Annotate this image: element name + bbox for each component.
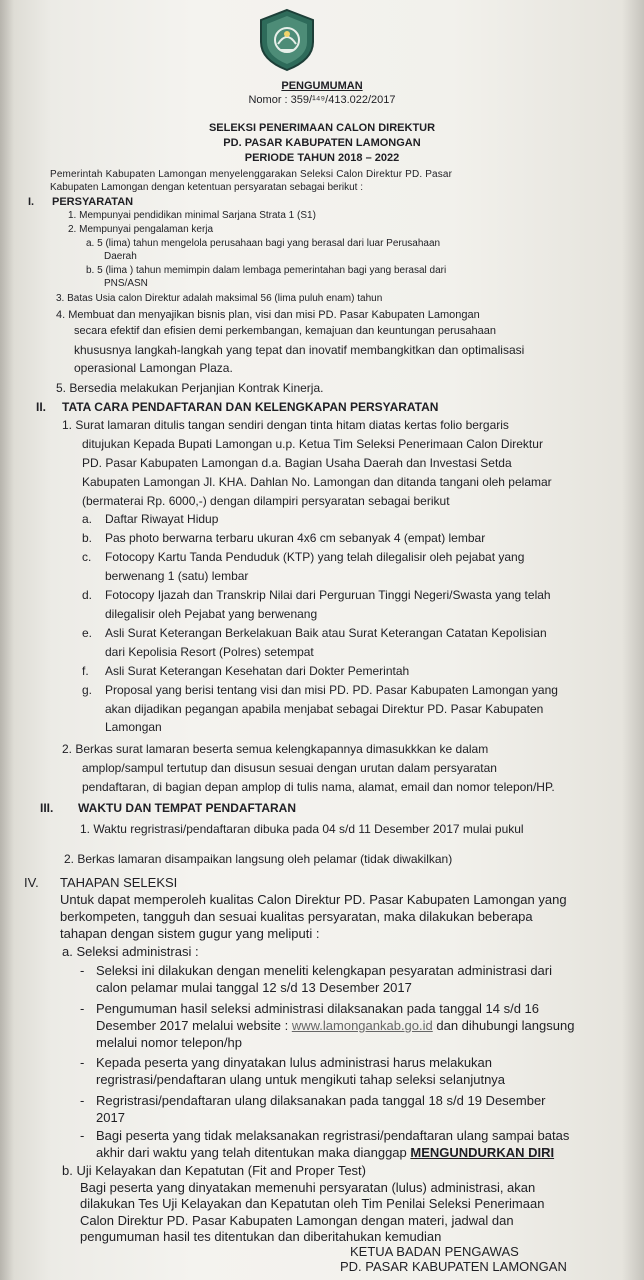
doc-item-e-line-1: Asli Surat Keterangan Berkelakuan Baik atau Surat Keterangan Catatan Kepolisian <box>105 626 547 640</box>
sec2-p2-line-1: 2. Berkas surat lamaran beserta semua kelengkapannya dimasukkkan ke dalam <box>62 742 489 756</box>
signature-line-1: KETUA BADAN PENGAWAS <box>350 1243 519 1259</box>
registration-time: 1. Waktu regristrasi/pendaftaran dibuka pada 04 s/d 11 Desember 2017 mulai pukul <box>80 822 524 836</box>
doc-item-c-line-1: Fotocopy Kartu Tanda Penduduk (KTP) yang telah dilegalisir oleh pejabat yang <box>105 550 525 564</box>
doc-item-d-line-1: Fotocopy Ijazah dan Transkrip Nilai dari Perguruan Tinggi Negeri/Swasta yang telah <box>105 588 551 602</box>
admin-step-3-line-1: Kepada peserta yang dinyatakan lulus administrasi harus melakukan <box>96 1055 493 1071</box>
paper-shadow-right <box>622 0 644 1280</box>
bullet-dash-4: - <box>80 1092 85 1108</box>
req-2b-line-1: b. 5 (lima ) tahun memimpin dalam lembaga pemerintahan bagi yang berasal dari <box>86 265 447 276</box>
doc-item-b: Pas photo berwarna terbaru ukuran 4x6 cm sebanyak 4 (empat) lembar <box>105 531 486 545</box>
doc-item-d-letter: d. <box>82 588 93 602</box>
admin-step-3-line-2: regristrasi/pendaftaran ulang untuk mengikuti tahap seleksi selanjutnya <box>96 1072 506 1088</box>
req-3: 3. Batas Usia calon Direktur adalah maksimal 56 (lima puluh enam) tahun <box>56 293 383 304</box>
doc-item-c-letter: c. <box>82 550 92 564</box>
heading-line-1: SELEKSI PENERIMAAN CALON DIREKTUR <box>208 122 436 134</box>
req-4-line-3: khususnya langkah-langkah yang tepat dan inovatif membangkitkan dan optimalisasi <box>74 343 525 357</box>
admin-step-5-line-1: Bagi peserta yang tidak melaksanakan regristrasi/pendaftaran ulang sampai batas <box>96 1128 570 1144</box>
intro-line-2: Kabupaten Lamongan dengan ketentuan persyaratan sebagai berikut : <box>50 182 364 193</box>
admin-step-4-line-2: 2017 <box>96 1109 125 1125</box>
sec4-intro-line-1: Untuk dapat memperoleh kualitas Calon Direktur PD. Pasar Kabupaten Lamongan yang <box>60 892 567 908</box>
sec2-p1-line-5: (bermaterai Rp. 6000,-) dengan dilampiri persyaratan sebagai berikut <box>82 494 450 508</box>
fit-proper-line-2: dilakukan Tes Uji Kelayakan dan Kepatutan oleh Tim Penilai Seleksi Penerimaan <box>80 1196 545 1212</box>
doc-item-b-letter: b. <box>82 531 93 545</box>
section-2-number: II. <box>36 400 47 414</box>
req-1: 1. Mempunyai pendidikan minimal Sarjana Strata 1 (S1) <box>68 210 316 221</box>
doc-item-g-line-3: Lamongan <box>105 720 162 734</box>
bullet-dash-2: - <box>80 1001 85 1016</box>
sec2-p1-line-1: 1. Surat lamaran ditulis tangan sendiri dengan tinta hitam diatas kertas folio bergaris <box>62 418 509 432</box>
submission-note: 2. Berkas lamaran disampaikan langsung oleh pelamar (tidak diwakilkan) <box>64 852 453 866</box>
bullet-dash-5: - <box>80 1128 85 1144</box>
sec2-p1-line-4: Kabupaten Lamongan Jl. KHA. Dahlan No. Lamongan dan ditanda tangani oleh pelamar <box>82 475 552 489</box>
sec2-p2-line-3: pendaftaran, di bagian depan amplop di tulis nama, alamat, email dan nomor telepon/HP. <box>82 780 555 794</box>
admin-step-1-line-2: calon pelamar mulai tanggal 12 s/d 13 Desember 2017 <box>96 979 412 995</box>
admin-step-2-line-1: Pengumuman hasil seleksi administrasi dilaksanakan pada tanggal 14 s/d 16 <box>96 1001 539 1016</box>
admin-step-5-line-2 <box>96 1145 554 1160</box>
heading-line-2: PD. PASAR KABUPATEN LAMONGAN <box>223 137 421 149</box>
section-3-number: III. <box>40 801 54 815</box>
fit-proper-line-1: Bagi peserta yang dinyatakan memenuhi persyaratan (lulus) administrasi, akan <box>80 1180 536 1196</box>
doc-item-e-letter: e. <box>82 626 93 640</box>
req-2a-line-1: a. 5 (lima) tahun mengelola perusahaan bagi yang berasal dari luar Perusahaan <box>86 238 441 249</box>
signature-line-2: PD. PASAR KABUPATEN LAMONGAN <box>340 1259 567 1275</box>
admin-step-4-line-1: Regristrasi/pendaftaran ulang dilaksanakan pada tanggal 18 s/d 19 Desember <box>96 1092 546 1108</box>
website-link[interactable]: www.lamongankab.go.id <box>291 1018 433 1033</box>
section-1-title: PERSYARATAN <box>52 196 134 208</box>
admin-step-5-text: akhir dari waktu yang telah ditentukan maka dianggap <box>96 1145 411 1161</box>
section-4-number: IV. <box>24 875 39 891</box>
admin-step-2-line-3: melalui nomor telepon/hp <box>96 1034 242 1050</box>
intro-line-1: Pemerintah Kabupaten Lamongan menyelenggarakan Seleksi Calon Direktur PD. Pasar <box>50 169 453 180</box>
resign-emphasis: MENGUNDURKAN DIRI <box>410 1145 555 1161</box>
section-4-title: TAHAPAN SELEKSI <box>60 875 178 891</box>
doc-item-c-line-2: berwenang 1 (satu) lembar <box>105 569 249 583</box>
req-5: 5. Bersedia melakukan Perjanjian Kontrak Kinerja. <box>56 381 324 395</box>
sec2-p1-line-2: ditujukan Kepada Bupati Lamongan u.p. Ketua Tim Seleksi Penerimaan Calon Direktur <box>82 437 543 451</box>
period-line: PERIODE TAHUN 2018 – 2022 <box>244 152 400 164</box>
doc-item-a-letter: a. <box>82 512 93 526</box>
admin-step-2-line-2 <box>96 1018 574 1033</box>
admin-step-1-line-1: Seleksi ini dilakukan dengan meneliti kelengkapan pesyaratan administrasi dari <box>96 962 552 978</box>
section-1-number: I. <box>28 196 35 208</box>
paper-shadow-left <box>0 0 14 1280</box>
req-2: 2. Mempunyai pengalaman kerja <box>68 224 214 235</box>
doc-item-g-letter: g. <box>82 683 93 697</box>
req-4-line-4: operasional Lamongan Plaza. <box>74 361 233 375</box>
section-2-title: TATA CARA PENDAFTARAN DAN KELENGKAPAN PERSYARATAN <box>62 400 439 414</box>
sec2-p2-line-2: amplop/sampul tertutup dan disusun sesuai dengan urutan dalam persyaratan <box>82 761 497 775</box>
req-2a-line-2: Daerah <box>104 251 137 262</box>
req-2b-line-2: PNS/ASN <box>104 278 148 289</box>
doc-item-g-line-2: akan dijadikan pegangan apabila menjabat sebagai Direktur PD. Pasar Kabupaten <box>105 702 544 716</box>
doc-item-d-line-2: dilegalisir oleh Pejabat yang berwenang <box>105 607 318 621</box>
bullet-dash-3: - <box>80 1055 85 1071</box>
admin-step-2-text: Desember 2017 melalui website : <box>96 1018 292 1033</box>
sec4-intro-line-2: berkompeten, tangguh dan sesuai kualitas persyaratan, maka dilakukan beberapa <box>60 909 533 925</box>
doc-item-f: Asli Surat Keterangan Kesehatan dari Dokter Pemerintah <box>105 664 410 678</box>
doc-item-a: Daftar Riwayat Hidup <box>105 512 219 526</box>
fit-proper-title: b. Uji Kelayakan dan Kepatutan (Fit and Proper Test) <box>62 1163 366 1179</box>
section-3-title: WAKTU DAN TEMPAT PENDAFTARAN <box>78 801 296 815</box>
admin-step-2-text-end: dan dihubungi langsung <box>432 1018 575 1033</box>
sec2-p1-line-3: PD. Pasar Kabupaten Lamongan d.a. Bagian Usaha Daerah dan Investasi Setda <box>82 456 512 470</box>
admin-selection-title: a. Seleksi administrasi : <box>62 944 199 960</box>
document-title: PENGUMUMAN <box>281 80 363 92</box>
fit-proper-line-4: pengumuman hasil tes ditentukan dan diberitahukan kemudian <box>80 1228 442 1244</box>
doc-item-f-letter: f. <box>82 664 89 678</box>
document-number: Nomor : 359/¹⁴⁹/413.022/2017 <box>248 94 396 106</box>
doc-item-g-line-1: Proposal yang berisi tentang visi dan misi PD. PD. Pasar Kabupaten Lamongan yang <box>105 683 558 697</box>
sec4-intro-line-3: tahapan dengan sistem gugur yang meliputi : <box>60 926 320 942</box>
req-4-line-2: secara efektif dan efisien demi perkembangan, kemajuan dan keuntungan perusahaan <box>74 325 496 337</box>
bullet-dash-1: - <box>80 962 85 978</box>
lamongan-emblem-logo <box>258 8 316 72</box>
req-4-line-1: 4. Membuat dan menyajikan bisnis plan, visi dan misi PD. Pasar Kabupaten Lamongan <box>56 309 480 321</box>
fit-proper-line-3: Calon Direktur PD. Pasar Kabupaten Lamongan dengan materi, jadwal dan <box>80 1212 514 1228</box>
doc-item-e-line-2: dari Kepolisia Resort (Polres) setempat <box>105 645 314 659</box>
